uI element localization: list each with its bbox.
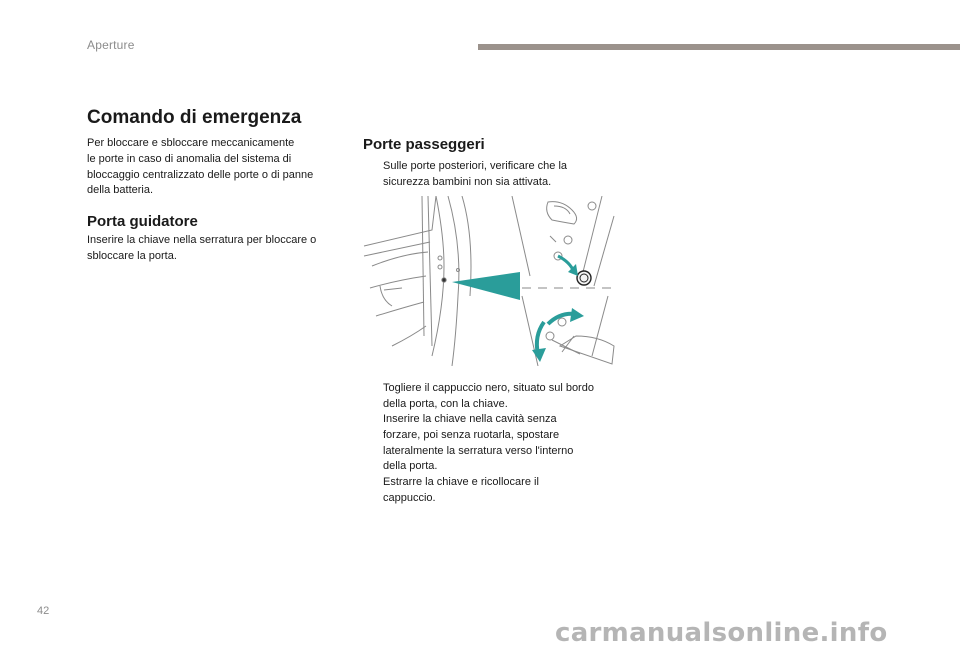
bullet-item bbox=[363, 381, 623, 413]
driver-door-heading: Porta guidatore bbox=[87, 213, 198, 230]
intro-line: della batteria. bbox=[87, 184, 154, 197]
bullet-line: sicurezza bambini non sia attivata. bbox=[383, 175, 552, 188]
passenger-doors-heading: Porte passeggeri bbox=[363, 136, 485, 153]
section-header-label: Aperture bbox=[87, 38, 135, 52]
intro-line: Per bloccare e sbloccare meccanicamente bbox=[87, 137, 295, 149]
page-number: 42 bbox=[37, 605, 50, 617]
bullet-line: della porta, con la chiave. bbox=[383, 397, 508, 410]
bullet-line: della porta. bbox=[383, 460, 438, 473]
section-header-bar bbox=[478, 44, 960, 50]
bullet-line: cappuccio. bbox=[383, 491, 436, 504]
passenger-door-lock-illustration bbox=[362, 196, 618, 366]
intro-line: le porte in caso di anomalia del sistema di bbox=[87, 152, 292, 165]
bullet-line: Estrarre la chiave e ricollocare il bbox=[383, 476, 539, 488]
bullet-line: forzare, poi senza ruotarla, spostare bbox=[383, 428, 560, 441]
bullet-line: Sulle porte posteriori, verificare che la bbox=[383, 160, 568, 172]
bullet-item bbox=[363, 159, 613, 193]
pointer-wedge-icon bbox=[452, 272, 520, 300]
driver-line: sbloccare la porta. bbox=[87, 249, 177, 262]
bullet-line: Togliere il cappuccio nero, situato sul bordo bbox=[383, 382, 594, 394]
black-cap-icon bbox=[577, 271, 591, 285]
driver-door-paragraph bbox=[87, 233, 316, 265]
intro-line: bloccaggio centralizzato delle porte o di panne bbox=[87, 168, 314, 181]
bullet-line: Inserire la chiave nella cavità senza bbox=[383, 413, 557, 425]
driver-line: Inserire la chiave nella serratura per bloccare o bbox=[87, 234, 317, 246]
intro-paragraph bbox=[87, 136, 313, 199]
bullet-line: lateralmente la serratura verso l'interno bbox=[383, 444, 574, 457]
bullet-item bbox=[363, 412, 623, 476]
watermark-link[interactable]: carmanualsonline.info bbox=[555, 618, 888, 648]
page-title: Comando di emergenza bbox=[87, 107, 302, 128]
bullet-item bbox=[363, 475, 623, 507]
